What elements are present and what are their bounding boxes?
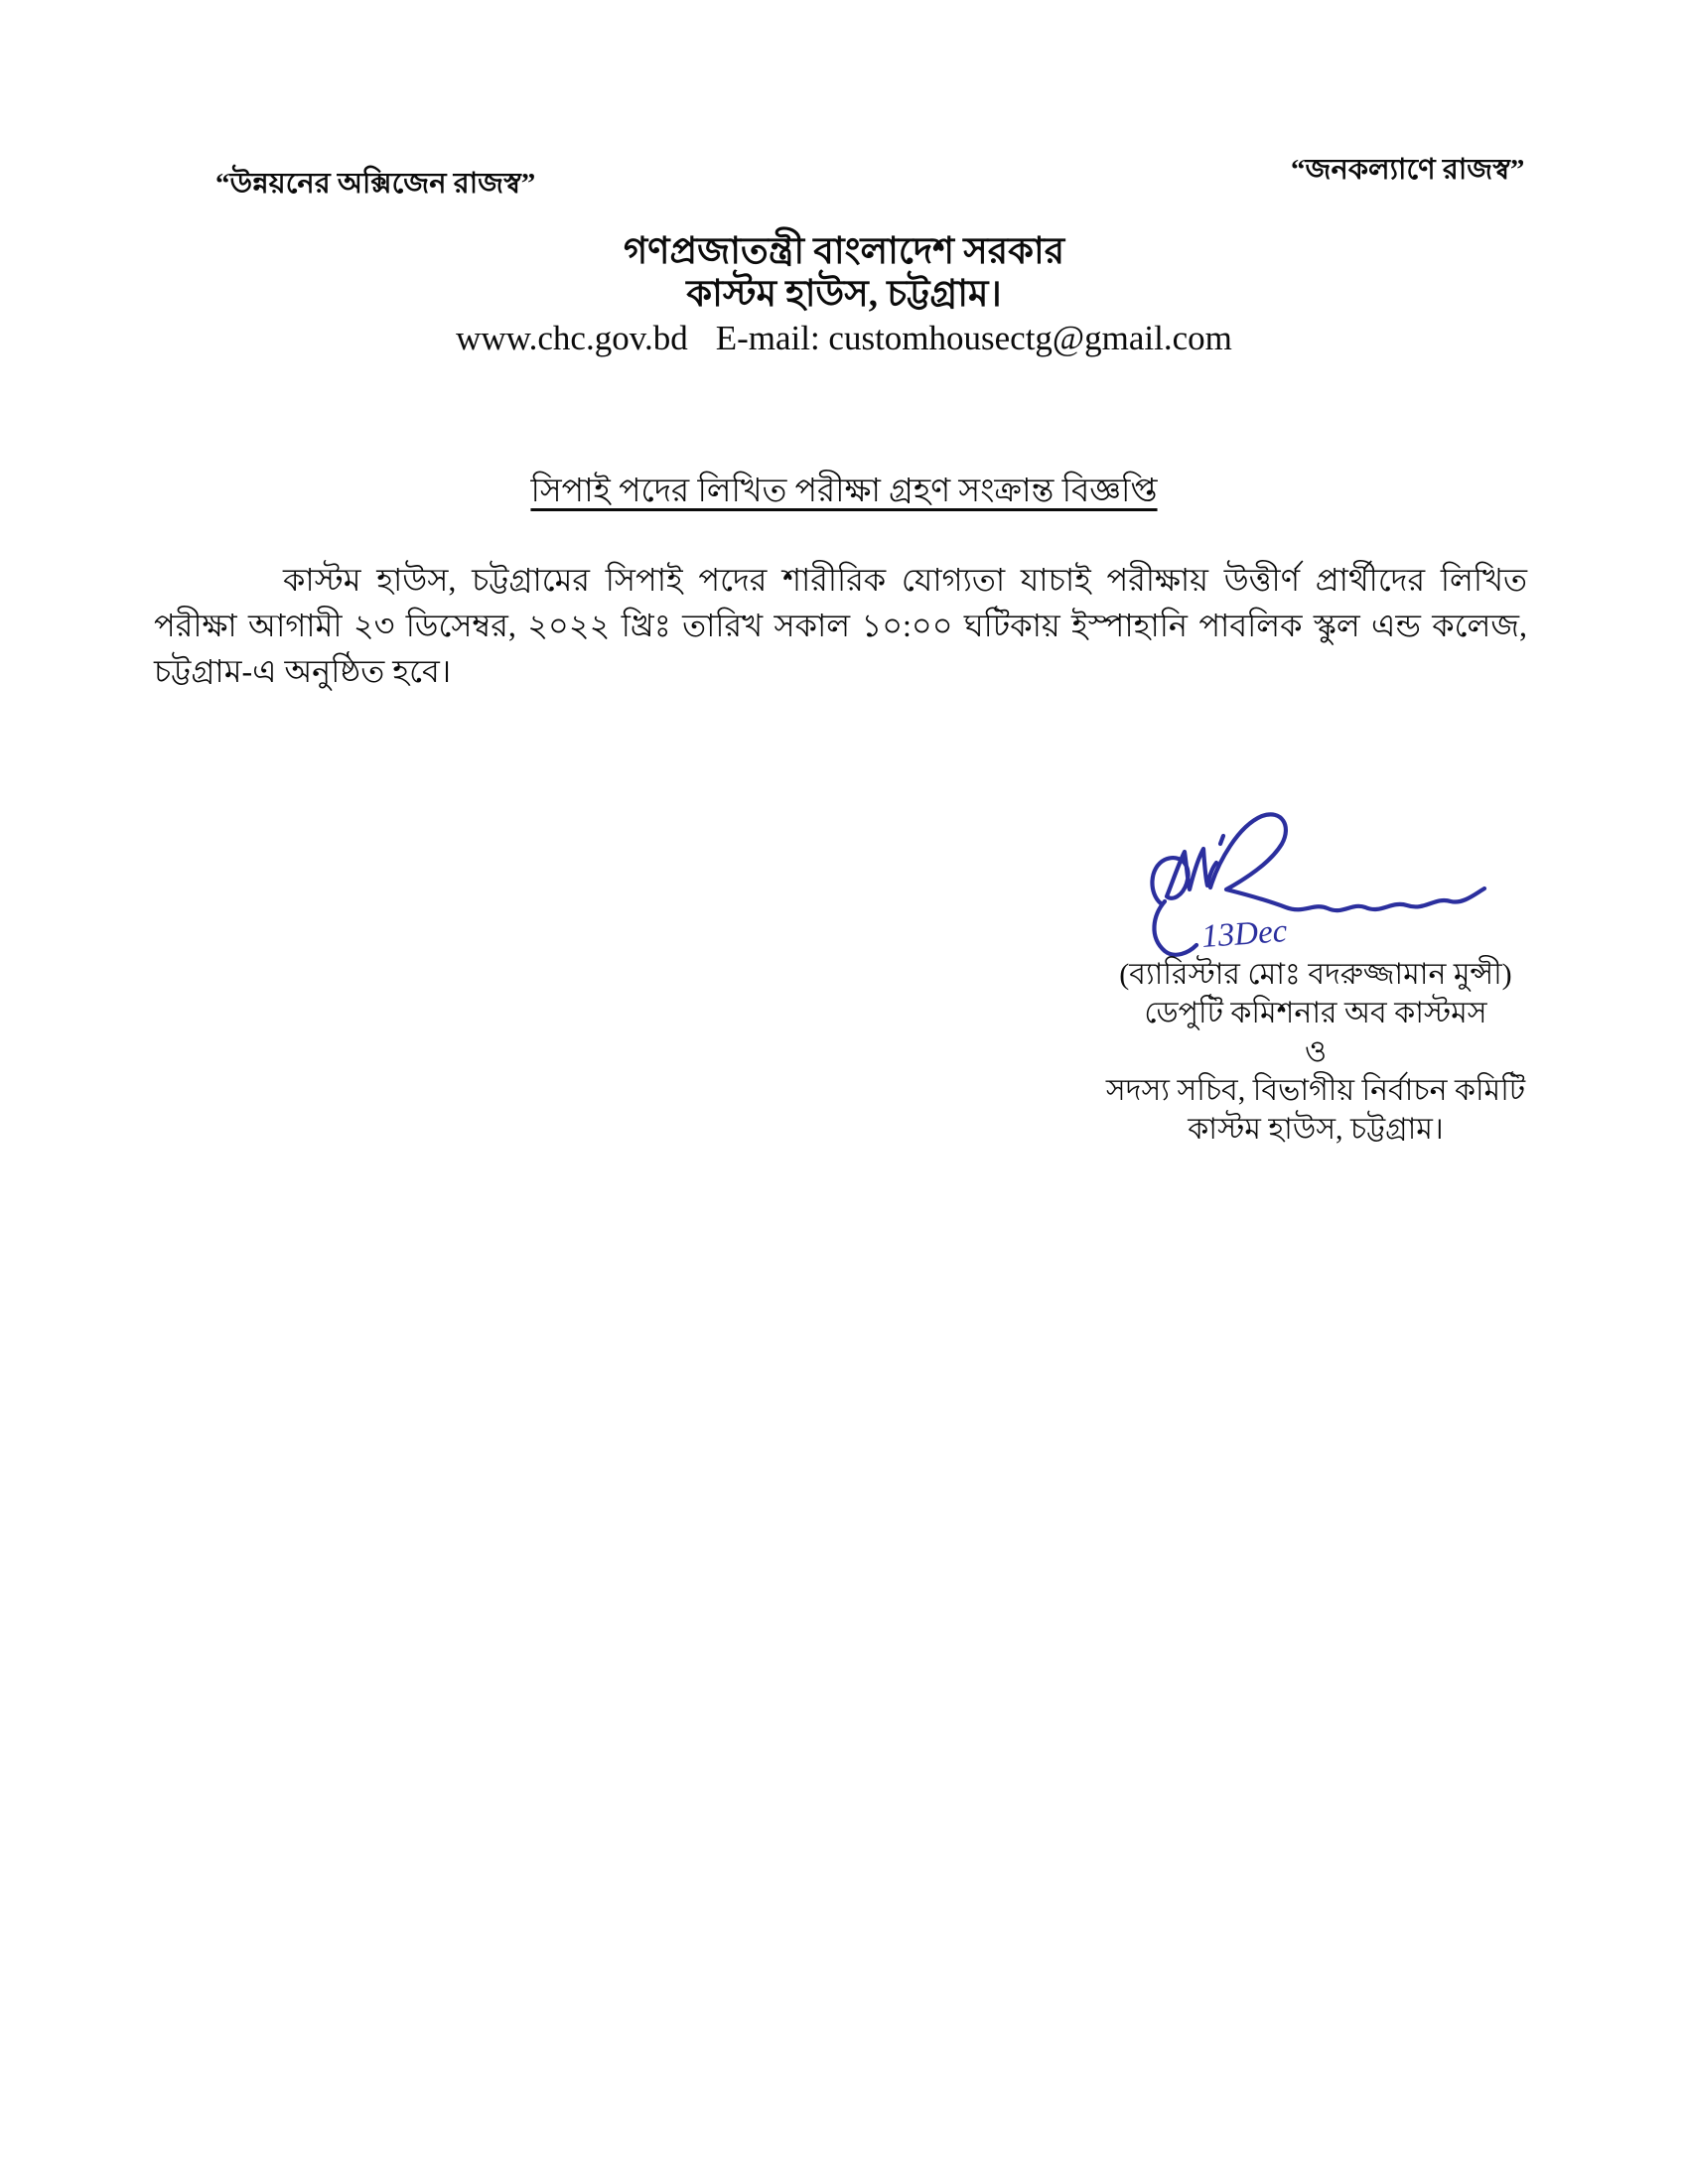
- signatory-name: (ব্যারিস্টার মোঃ বদরুজ্জামান মুন্সী): [1119, 958, 1512, 991]
- signature-stroke-dot: [1220, 836, 1223, 844]
- signatory-block: [1053, 955, 1579, 1149]
- website-text: www.chc.gov.bd: [456, 319, 688, 357]
- signature-stroke-loop: [1152, 849, 1216, 903]
- signatory-designation-2: সদস্য সচিব, বিভাগীয় নির্বাচন কমিটি: [1105, 1074, 1526, 1107]
- notice-body: কাস্টম হাউস, চট্টগ্রামের সিপাই পদের শারীরিক যোগ্যতা যাচাই পরীক্ষায় উত্তীর্ণ প্রার্থীদের লিখিত পরীক্ষা আগামী ২৩ ডিসেম্বর, ২০২২ খ্রিঃ তারিখ সকাল ১০:০০ ঘটিকায় ইস্পাহানি পাবলিক স্কুল এন্ড কলেজ, চট্টগ্রাম-এ অনুষ্ঠিত হবে।: [154, 562, 1527, 689]
- signature-ink-image: [1147, 806, 1494, 971]
- slogan-left: “উন্নয়নের অক্সিজেন রাজস্ব”: [215, 168, 536, 200]
- signature-stroke-tail: [1210, 814, 1484, 910]
- notice-title: [0, 465, 1688, 520]
- signatory-conjunction: ও: [1304, 1035, 1328, 1068]
- signature-date-note: 13Dec: [1200, 913, 1289, 955]
- notice-title-text: সিপাই পদের লিখিত পরীক্ষা গ্রহণ সংক্রান্ত বিজ্ঞপ্তি: [530, 474, 1158, 509]
- signatory-office: কাস্টম হাউস, চট্টগ্রাম।: [1188, 1113, 1444, 1146]
- contact-line: [0, 316, 1688, 361]
- signature-stroke-curl: [1154, 901, 1196, 955]
- slogan-right: “জনকল্যাণে রাজস্ব”: [1291, 154, 1525, 186]
- office-name: কাস্টম হাউস, চট্টগ্রাম।: [686, 274, 1002, 315]
- letterhead: [0, 230, 1688, 361]
- government-name: গণপ্রজাতন্ত্রী বাংলাদেশ সরকার: [623, 231, 1065, 272]
- email-text: E-mail: customhousectg@gmail.com: [715, 319, 1232, 357]
- signatory-designation-1: ডেপুটি কমিশনার অব কাস্টমস: [1144, 997, 1487, 1029]
